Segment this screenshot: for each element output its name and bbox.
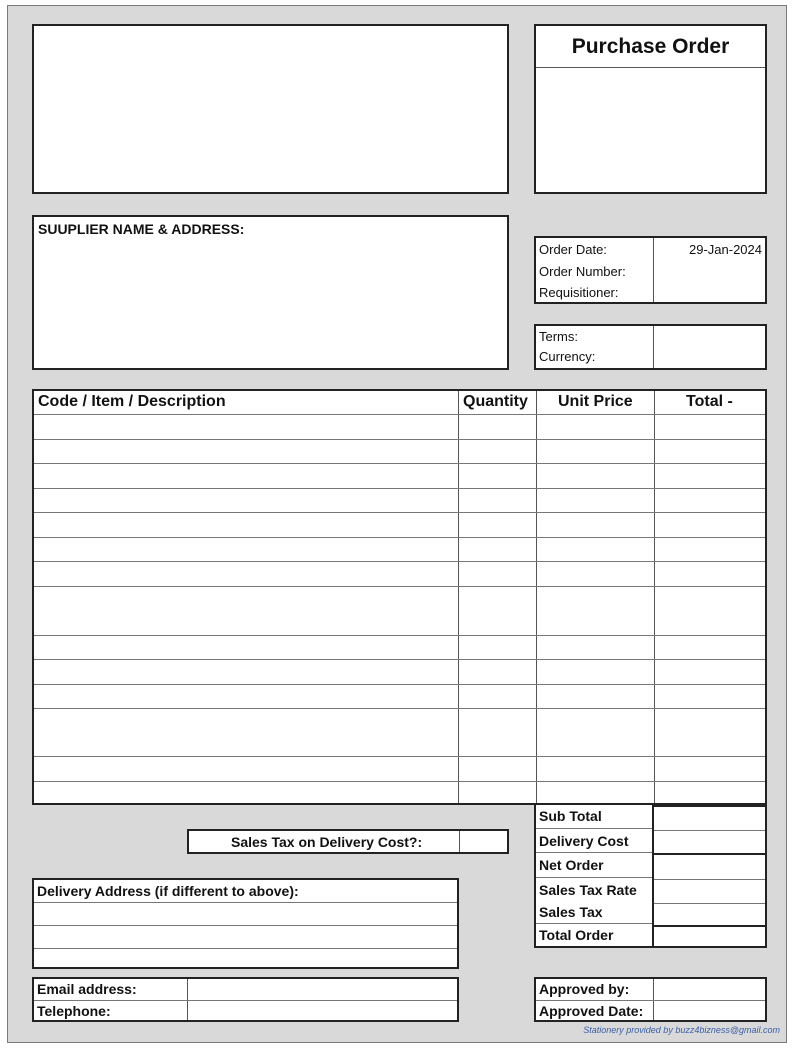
tax-on-delivery-label: Sales Tax on Delivery Cost?: [231,834,423,850]
table-row[interactable] [34,512,765,513]
sub-total-value-divider [654,830,765,831]
totals-labels [534,805,654,948]
net-order-row [536,852,652,877]
col-header-description: Code / Item / Description [38,393,226,410]
email-label: Email address: [37,981,137,997]
sales-tax-value-divider [654,925,765,927]
contact-box [32,977,459,1022]
table-row[interactable] [34,561,765,562]
total-order-label: Total Order [539,927,614,943]
col-divider-quantity [458,391,459,803]
table-row[interactable] [34,781,765,782]
order-number-label: Order Number: [539,264,626,279]
supplier-label: SUUPLIER NAME & ADDRESS: [38,221,245,237]
col-divider-unit-price [536,391,537,803]
sales-tax-label: Sales Tax [539,904,603,920]
net-order-value-divider [654,879,765,880]
terms-box [534,324,767,370]
approved-date-label: Approved Date: [539,1003,644,1019]
order-date-label: Order Date: [539,242,607,257]
contact-row-divider [34,1000,457,1001]
table-row[interactable] [34,756,765,757]
title-box [534,24,767,194]
totals-values[interactable] [652,805,767,948]
terms-divider [653,326,654,368]
table-row[interactable] [34,439,765,440]
approval-row-divider [536,1000,765,1001]
page-title: Purchase Order [536,26,765,68]
company-logo-area[interactable] [32,24,509,194]
table-row[interactable] [34,488,765,489]
table-row[interactable] [34,659,765,660]
table-row[interactable] [34,537,765,538]
tax-on-delivery-divider [459,831,460,852]
sales-tax-rate-row [536,877,652,901]
terms-label: Terms: [539,329,578,344]
approved-by-label: Approved by: [539,981,630,997]
table-row[interactable] [34,586,765,587]
sub-total-label: Sub Total [539,808,602,824]
col-header-total: Total - [686,393,733,410]
order-info-divider [653,238,654,302]
table-row[interactable] [34,463,765,464]
sales-tax-rate-value-divider [654,903,765,904]
items-table [32,389,767,805]
delivery-address-line[interactable] [34,948,457,949]
delivery-address-line[interactable] [34,925,457,926]
order-date-value[interactable]: 29-Jan-2024 [689,242,762,257]
total-order-row [536,923,652,945]
requisitioner-label: Requisitioner: [539,285,619,300]
purchase-order-page [7,5,787,1043]
net-order-label: Net Order [539,857,604,873]
col-header-quantity: Quantity [463,393,528,410]
delivery-cost-row [536,828,652,852]
delivery-cost-label: Delivery Cost [539,833,629,849]
tax-on-delivery-box [187,829,509,854]
stationery-credit: Stationery provided by buzz4bizness@gmail.com [583,1025,780,1035]
col-divider-total [654,391,655,803]
telephone-label: Telephone: [37,1003,111,1019]
currency-label: Currency: [539,349,596,364]
order-info-box [534,236,767,304]
delivery-address-label: Delivery Address (if different to above): [37,883,299,899]
sales-tax-rate-label: Sales Tax Rate [539,882,637,898]
table-row[interactable] [34,414,765,415]
table-row[interactable] [34,708,765,709]
table-row[interactable] [34,684,765,685]
col-header-unit-price: Unit Price [558,393,633,410]
supplier-address-box[interactable] [32,215,509,370]
sales-tax-row [536,901,652,923]
delivery-address-line[interactable] [34,902,457,903]
delivery-cost-value-divider [654,853,765,855]
table-row[interactable] [34,635,765,636]
approval-box [534,977,767,1022]
delivery-address-box[interactable] [32,878,459,969]
